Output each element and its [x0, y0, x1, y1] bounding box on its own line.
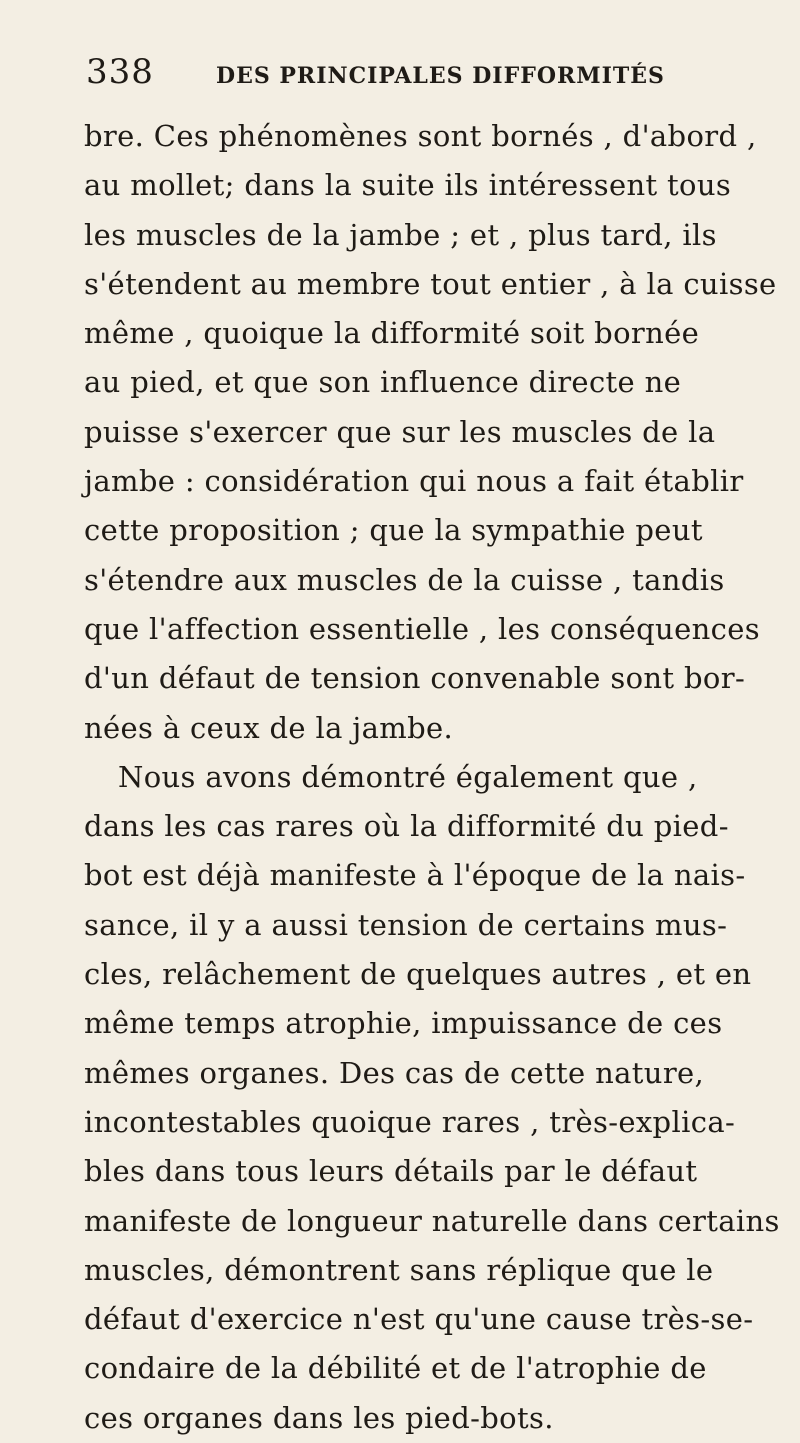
text-line: jambe : considération qui nous a fait établir [84, 464, 744, 499]
text-line: sance, il y a aussi tension de certains mus- [84, 907, 728, 942]
text-line: dans les cas rares où la difformité du pied- [84, 809, 729, 844]
text-line: bre. Ces phénomènes sont bornés , d'abord , [84, 119, 757, 153]
text-line: au mollet; dans la suite ils intéressent tous [84, 168, 732, 203]
text-line: que l'affection essentielle , les conséquences [84, 611, 760, 646]
body-text [84, 112, 780, 1443]
text-line: s'étendre aux muscles de la cuisse , tandis [84, 562, 725, 597]
text-line: muscles, démontrent sans réplique que le [84, 1252, 714, 1287]
text-line: cles, relâchement de quelques autres , et en [84, 957, 752, 992]
text-line: bot est déjà manifeste à l'époque de la nais- [84, 858, 746, 893]
text-line: s'étendent au membre tout entier , à la cuisse [84, 266, 777, 301]
text-line: manifeste de longueur naturelle dans certains [84, 1203, 780, 1238]
text-line: au pied, et que son influence directe ne [84, 365, 682, 400]
running-title: DES PRINCIPALES DIFFORMITÉS [216, 63, 665, 89]
text-line: les muscles de la jambe ; et , plus tard, ils [84, 217, 717, 252]
text-line: incontestables quoique rares , très-explica- [84, 1104, 736, 1139]
text-line: bles dans tous leurs détails par le défaut [84, 1154, 698, 1189]
text-line: mêmes organes. Des cas de cette nature, [84, 1055, 705, 1090]
running-head [0, 52, 800, 102]
text-line: d'un défaut de tension convenable sont bor- [84, 661, 746, 696]
text-line: nées à ceux de la jambe. [84, 710, 454, 745]
text-line: ces organes dans les pied-bots. [84, 1400, 554, 1435]
page-number: 338 [86, 52, 154, 92]
paragraph-start-line: Nous avons démontré également que , [118, 759, 698, 794]
text-line: même , quoique la difformité soit bornée [84, 316, 700, 351]
text-line: puisse s'exercer que sur les muscles de la [84, 414, 716, 449]
text-line: défaut d'exercice n'est qu'une cause très-se- [84, 1302, 754, 1337]
text-line: condaire de la débilité et de l'atrophie de [84, 1351, 707, 1386]
text-line: même temps atrophie, impuissance de ces [84, 1006, 723, 1041]
text-line: cette proposition ; que la sympathie peut [84, 513, 703, 548]
